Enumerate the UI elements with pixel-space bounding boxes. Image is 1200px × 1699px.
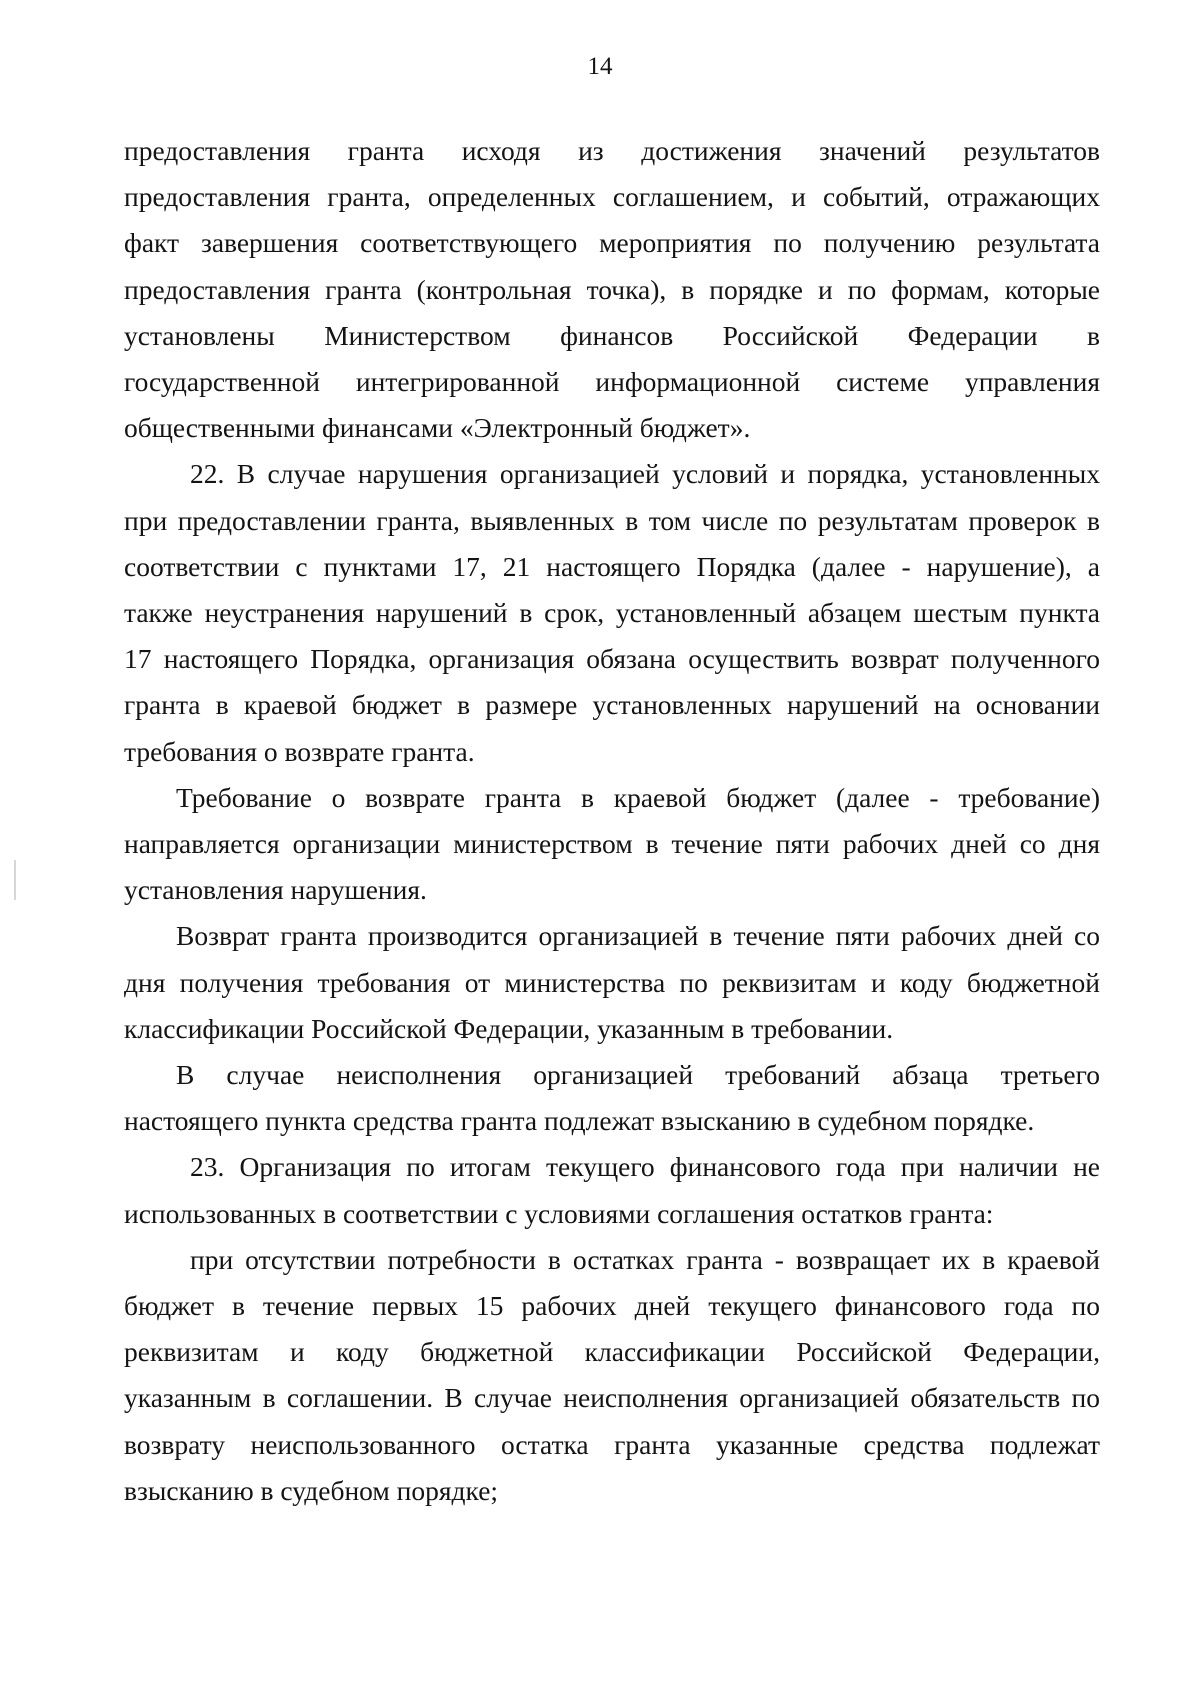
text-line: факт завершения соответствующего мероприятия по получению результата [124, 227, 1100, 259]
document-body [124, 128, 1100, 1514]
text-line: государственной интегрированной информационной системе управления [124, 366, 1100, 398]
text-line: предоставления гранта, определенных соглашением, и событий, отражающих [124, 181, 1100, 213]
paragraph-22-return [124, 913, 1100, 1052]
paragraph-continuation [124, 128, 1100, 451]
text-line: также неустранения нарушений в срок, установленный абзацем шестым пункта [124, 597, 1100, 629]
text-line: В случае неисполнения организацией требований абзаца третьего [176, 1059, 1100, 1091]
text-line: Требование о возврате гранта в краевой бюджет (далее - требование) [176, 781, 1100, 813]
text-line: 22. В случае нарушения организацией условий и порядка, установленных [190, 458, 1100, 490]
text-line: соответствии с пунктами 17, 21 настоящего Порядка (далее - нарушение), а [124, 550, 1100, 582]
text-line: классификации Российской Федерации, указанным в требовании. [124, 1012, 894, 1044]
text-line: реквизитам и коду бюджетной классификации Российской Федерации, [124, 1336, 1100, 1368]
paragraph-23 [124, 1144, 1100, 1236]
scan-artifact-mark [14, 860, 16, 900]
text-line: возврату неиспользованного остатка гранта указанные средства подлежат [124, 1428, 1100, 1460]
text-line: использованных в соответствии с условиями соглашения остатков гранта: [124, 1197, 994, 1229]
text-line: 23. Организация по итогам текущего финансового года при наличии не [190, 1151, 1100, 1183]
text-line: предоставления гранта исходя из достижения значений результатов [124, 135, 1100, 166]
text-line: взысканию в судебном порядке; [124, 1474, 499, 1506]
text-line: требования о возврате гранта. [124, 735, 475, 767]
text-line: установления нарушения. [124, 874, 427, 906]
paragraph-22-enforcement [124, 1052, 1100, 1144]
text-line: дня получения требования от министерства по реквизитам и коду бюджетной [124, 966, 1100, 998]
text-line: направляется организации министерством в течение пяти рабочих дней со дня [124, 828, 1100, 860]
paragraph-23-subclause [124, 1237, 1100, 1514]
text-line: при предоставлении гранта, выявленных в том числе по результатам проверок в [124, 504, 1100, 536]
text-line: общественными финансами «Электронный бюджет». [124, 412, 751, 444]
text-line: бюджет в течение первых 15 рабочих дней текущего финансового года по [124, 1290, 1100, 1322]
text-line: настоящего пункта средства гранта подлежат взысканию в судебном порядке. [124, 1105, 1035, 1137]
text-line: установлены Министерством финансов Российской Федерации в [124, 319, 1100, 351]
page-number: 14 [587, 53, 613, 80]
text-line: предоставления гранта (контрольная точка), в порядке и по формам, которые [124, 273, 1100, 305]
text-line: 17 настоящего Порядка, организация обязана осуществить возврат полученного [124, 643, 1100, 675]
text-line: при отсутствии потребности в остатках гранта - возвращает их в краевой [190, 1243, 1100, 1275]
text-line: Возврат гранта производится организацией в течение пяти рабочих дней со [176, 920, 1100, 952]
paragraph-22 [124, 451, 1100, 774]
text-line: гранта в краевой бюджет в размере установленных нарушений на основании [124, 689, 1100, 721]
text-line: указанным в соглашении. В случае неисполнения организацией обязательств по [124, 1382, 1100, 1414]
paragraph-22-demand [124, 775, 1100, 914]
